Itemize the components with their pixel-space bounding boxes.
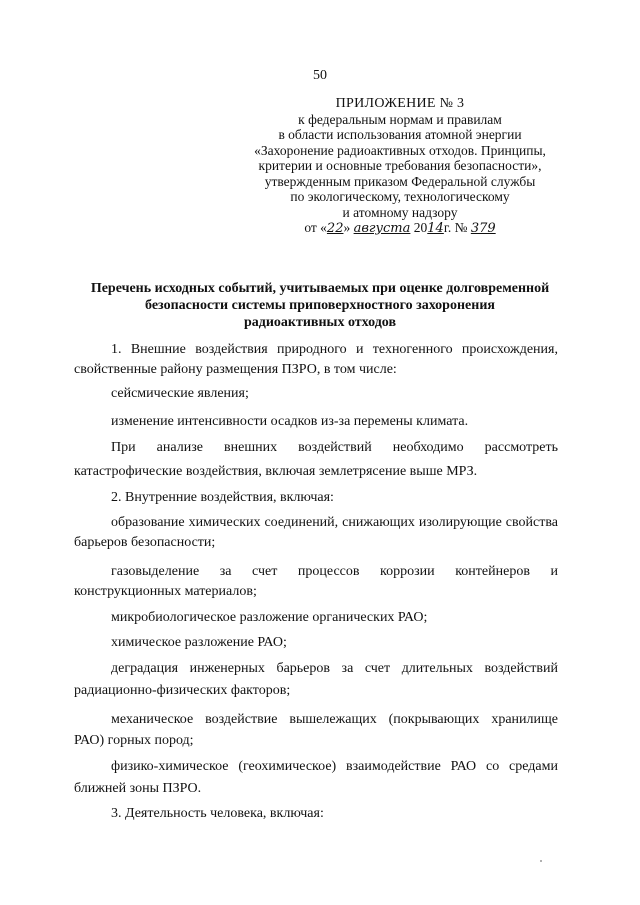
appendix-line: к федеральным нормам и правилам bbox=[298, 111, 502, 127]
paragraph bbox=[74, 608, 558, 628]
paragraph-line: механическое воздействие вышележащих (покрывающих хранилище bbox=[111, 712, 558, 727]
paragraph-line: радиационно-физических факторов; bbox=[74, 683, 291, 698]
paragraph-line: деградация инженерных барьеров за счет длительных воздействий bbox=[111, 661, 558, 676]
paragraph-continuation bbox=[74, 731, 558, 751]
order-number-label: г. № bbox=[443, 220, 471, 235]
paragraph-continuation bbox=[74, 681, 558, 701]
paragraph-line: химическое разложение РАО; bbox=[111, 635, 287, 650]
appendix-title: ПРИЛОЖЕНИЕ № 3 bbox=[335, 96, 465, 111]
appendix-line: «Захоронение радиоактивных отходов. Принципы, bbox=[254, 142, 546, 158]
paragraph-line: 1. Внешние воздействия природного и техногенного происхождения, bbox=[111, 342, 558, 357]
paragraph bbox=[74, 710, 558, 730]
appendix-line: по экологическому, технологическому bbox=[290, 189, 510, 204]
paragraph-line: ближней зоны ПЗРО. bbox=[74, 781, 202, 796]
paragraph-line: РАО) горных пород; bbox=[74, 733, 194, 748]
paragraph-line: микробиологическое разложение органических РАО; bbox=[111, 610, 428, 625]
paragraph bbox=[74, 513, 558, 533]
title-line: Перечень исходных событий, учитываемых при оценке долговременной bbox=[90, 281, 550, 296]
order-prefix: от « bbox=[304, 220, 327, 235]
paragraph bbox=[74, 384, 558, 404]
paragraph-continuation bbox=[74, 462, 558, 482]
paragraph-line: 2. Внутренние воздействия, включая: bbox=[111, 490, 334, 505]
order-day-handwritten: 22 bbox=[326, 221, 344, 236]
appendix-line: и атомному надзору bbox=[342, 204, 458, 220]
appendix-line: в области использования атомной энергии bbox=[278, 127, 522, 142]
paragraph-line: образование химических соединений, снижающих изолирующие свойства bbox=[111, 515, 558, 530]
paragraph bbox=[74, 412, 558, 432]
paragraph-line: конструкционных материалов; bbox=[74, 584, 257, 599]
order-month-handwritten: августа bbox=[353, 221, 411, 236]
appendix-line: критерии и основные требования безопасности», bbox=[258, 158, 542, 173]
order-date-line bbox=[240, 220, 560, 237]
paragraph-line: барьеров безопасности; bbox=[74, 535, 216, 550]
title-line: безопасности системы приповерхностного захоронения bbox=[145, 298, 495, 313]
document-title bbox=[70, 280, 570, 331]
paragraph-line: При анализе внешних воздействий необходимо рассмотреть bbox=[111, 440, 558, 455]
paragraph bbox=[74, 438, 558, 458]
paragraph bbox=[74, 562, 558, 582]
paragraph-continuation bbox=[74, 779, 558, 799]
paragraph bbox=[74, 633, 558, 653]
paragraph-line: газовыделение за счет процессов коррозии контейнеров и bbox=[111, 564, 558, 579]
paragraph bbox=[74, 488, 558, 508]
paragraph-line: физико-химическое (геохимическое) взаимодействие РАО со средами bbox=[111, 759, 558, 774]
paragraph-continuation bbox=[74, 533, 558, 553]
order-mid1: » bbox=[343, 220, 354, 235]
paragraph-line: свойственные району размещения ПЗРО, в том числе: bbox=[74, 362, 397, 377]
paragraph bbox=[74, 804, 558, 824]
paragraph bbox=[74, 757, 558, 777]
appendix-line: утвержденным приказом Федеральной службы bbox=[264, 173, 536, 189]
paragraph-continuation bbox=[74, 582, 558, 602]
paragraph bbox=[74, 659, 558, 679]
paragraph bbox=[74, 340, 558, 380]
title-line: радиоактивных отходов bbox=[243, 315, 397, 330]
order-year-prefix: 20 bbox=[410, 220, 428, 235]
paragraph-line: сейсмические явления; bbox=[111, 386, 249, 401]
order-number-handwritten: 379 bbox=[470, 221, 496, 236]
paragraph-line: катастрофические воздействия, включая землетрясение выше МРЗ. bbox=[74, 464, 478, 479]
scan-speck bbox=[540, 860, 542, 862]
paragraph-line: изменение интенсивности осадков из-за перемены климата. bbox=[111, 414, 469, 429]
appendix-header bbox=[240, 96, 560, 237]
page-number: 50 bbox=[313, 68, 327, 83]
order-year-handwritten: 14 bbox=[427, 221, 444, 236]
paragraph-line: 3. Деятельность человека, включая: bbox=[111, 806, 324, 821]
